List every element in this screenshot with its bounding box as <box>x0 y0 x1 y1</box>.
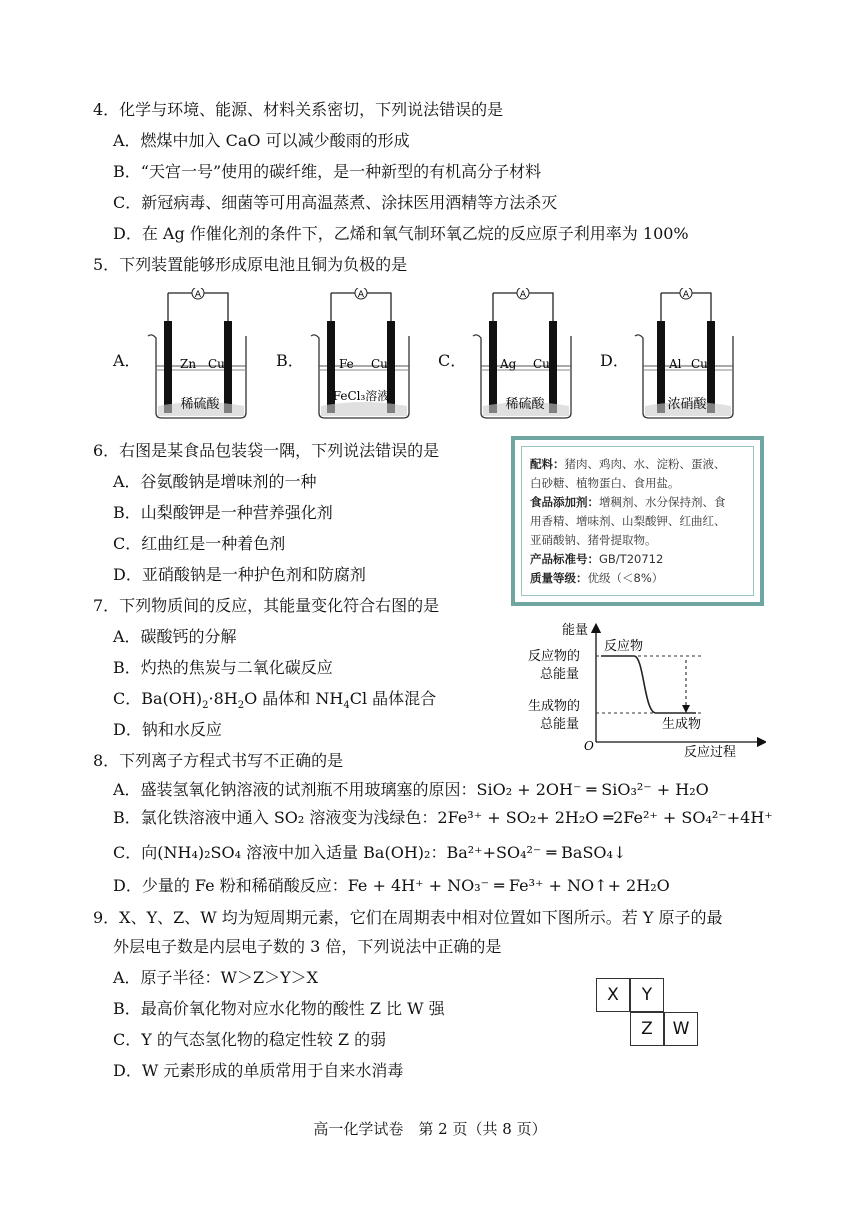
label-additives-2: 用香精、增味剂、山梨酸钾、红曲红、 <box>530 514 726 528</box>
solution-d: 浓硝酸 <box>667 397 707 412</box>
beaker-d <box>627 288 747 423</box>
beaker-c <box>465 288 585 423</box>
energy-curve <box>601 656 696 713</box>
meter-label-a: A <box>194 290 202 300</box>
q9-option-c: C．Y 的气态氢化物的稳定性较 Z 的弱 <box>113 1030 387 1049</box>
q9-option-a: A．原子半径：W＞Z＞Y＞X <box>113 968 319 987</box>
q5-beaker-figure <box>110 288 760 428</box>
cell-w: W <box>664 1012 698 1046</box>
q8-option-d: D．少量的 Fe 粉和稀硝酸反应：Fe + 4H⁺ + NO₃⁻ ═ Fe³⁺ + NO↑+ 2H₂O <box>113 876 670 895</box>
q8-option-a: A．盛装氢氧化钠溶液的试剂瓶不用玻璃塞的原因：SiO₂ + 2OH⁻ ═ SiO₃²⁻ + H₂O <box>113 780 709 799</box>
q4-option-d: D．在 Ag 作催化剂的条件下，乙烯和氧气制环氧乙烷的反应原子利用率为 100% <box>113 224 689 243</box>
q8-stem: 8．下列离子方程式书写不正确的是 <box>93 751 344 770</box>
electrode-b-right: Cu <box>371 357 388 371</box>
label-ingredients-key: 配料： <box>530 457 565 471</box>
q5-option-d-letter: D． <box>600 351 629 370</box>
label-additives-1: 增稠剂、水分保持剂、食 <box>599 495 726 509</box>
q6-option-b: B．山梨酸钾是一种营养强化剂 <box>113 503 333 522</box>
product-total-1: 生成物的 <box>528 699 581 714</box>
reactant-total-2: 总能量 <box>540 667 580 682</box>
page-footer: 高一化学试卷 第 2 页（共 8 页） <box>313 1120 547 1138</box>
label-standard-key: 产品标准号： <box>530 552 599 566</box>
q9-option-b: B．最高价氧化物对应水化物的酸性 Z 比 W 强 <box>113 999 445 1018</box>
beaker-a <box>140 288 260 423</box>
electrode-a-right: Cu <box>208 357 225 371</box>
label-additives-line2 <box>530 512 745 531</box>
cell-y: Y <box>630 978 664 1012</box>
label-standard-line <box>530 550 745 569</box>
reactant-total-1: 反应物的 <box>528 649 581 664</box>
label-ingredients-line1 <box>530 455 745 474</box>
label-ingredients-1: 猪肉、鸡肉、水、淀粉、蛋液、 <box>564 457 726 471</box>
energy-diagram <box>526 622 766 762</box>
meter-label-d: A <box>682 290 690 300</box>
electrode-c-left: Ag <box>500 357 517 371</box>
solution-b: FeCl₃溶液 <box>332 389 390 403</box>
q5-option-b-letter: B． <box>276 351 304 370</box>
q6-option-d: D．亚硝酸钠是一种护色剂和防腐剂 <box>113 565 366 584</box>
q5-option-a-letter: A． <box>113 351 141 370</box>
label-ingredients-line2 <box>530 474 745 493</box>
q4-option-a: A．燃煤中加入 CaO 可以减少酸雨的形成 <box>113 131 410 150</box>
q7-option-b: B．灼热的焦炭与二氧化碳反应 <box>113 658 333 677</box>
q7-option-c: C．$Ba(OH)_2\cdot 8H_2O$ 晶体和 $NH_4Cl$ 晶体混合 <box>113 689 437 712</box>
q7-stem: 7．下列物质间的反应，其能量变化符合右图的是 <box>93 596 440 615</box>
label-standard: GB/T20712 <box>599 552 664 566</box>
product-label: 生成物 <box>662 717 702 732</box>
label-additives-3: 亚硝酸钠、猪骨提取物。 <box>530 533 657 547</box>
cell-z: Z <box>630 1012 664 1046</box>
label-ingredients-2: 白砂糖、植物蛋白、食用盐。 <box>530 476 680 490</box>
meter-label-b: A <box>357 290 365 300</box>
y-axis-label: 能量 <box>562 623 589 638</box>
electrode-a-left: Zn <box>180 357 197 371</box>
label-grade: 优级（＜8%） <box>587 571 664 585</box>
origin-label: O <box>584 739 594 753</box>
food-label-box <box>511 436 764 606</box>
electrode-c-right: Cu <box>533 357 550 371</box>
label-additives-key: 食品添加剂： <box>530 495 599 509</box>
q7-option-a: A．碳酸钙的分解 <box>113 627 237 646</box>
q9-stem-line1: 9．X、Y、Z、W 均为短周期元素，它们在周期表中相对位置如下图所示。若 Y 原子的最 <box>93 908 723 927</box>
q4-option-c: C．新冠病毒、细菌等可用高温蒸煮、涂抹医用酒精等方法杀灭 <box>113 193 558 212</box>
reactant-label: 反应物 <box>604 639 644 654</box>
label-additives-line3 <box>530 531 745 550</box>
q8-option-c: C．向(NH₄)₂SO₄ 溶液中加入适量 Ba(OH)₂：Ba²⁺+SO₄²⁻ ═ BaSO₄↓ <box>113 843 627 862</box>
electrode-b-left: Fe <box>339 357 354 371</box>
q7-option-d: D．钠和水反应 <box>113 720 222 739</box>
q4-option-b: B．“天宫一号”使用的碳纤维，是一种新型的有机高分子材料 <box>113 162 542 181</box>
q5-option-c-letter: C． <box>438 351 467 370</box>
x-axis-label: 反应过程 <box>684 745 737 760</box>
q6-option-a: A．谷氨酸钠是增味剂的一种 <box>113 472 317 491</box>
label-additives-line1 <box>530 493 745 512</box>
beaker-b <box>303 288 423 423</box>
q8-option-b: B．氯化铁溶液中通入 SO₂ 溶液变为浅绿色：2Fe³⁺ + SO₂+ 2H₂O ═2Fe²⁺ + SO₄²⁻+4H⁺ <box>113 808 773 827</box>
q6-option-c: C．红曲红是一种着色剂 <box>113 534 286 553</box>
solution-c: 稀硫酸 <box>505 397 545 412</box>
q5-stem: 5．下列装置能够形成原电池且铜为负极的是 <box>93 255 408 274</box>
periodic-table-fragment <box>596 978 700 1046</box>
q9-option-d: D．W 元素形成的单质常用于自来水消毒 <box>113 1061 404 1080</box>
meter-label-c: A <box>519 290 527 300</box>
label-grade-line <box>530 569 745 588</box>
electrode-d-right: Cu <box>691 357 708 371</box>
q9-stem-line2: 外层电子数是内层电子数的 3 倍，下列说法中正确的是 <box>113 937 502 956</box>
q4-stem: 4．化学与环境、能源、材料关系密切，下列说法错误的是 <box>93 100 504 119</box>
electrode-d-left: Al <box>669 357 682 371</box>
q6-stem: 6．右图是某食品包装袋一隅，下列说法错误的是 <box>93 441 440 460</box>
solution-a: 稀硫酸 <box>180 397 220 412</box>
cell-x: X <box>596 978 630 1012</box>
label-grade-key: 质量等级： <box>530 571 588 585</box>
product-total-2: 总能量 <box>540 717 580 732</box>
